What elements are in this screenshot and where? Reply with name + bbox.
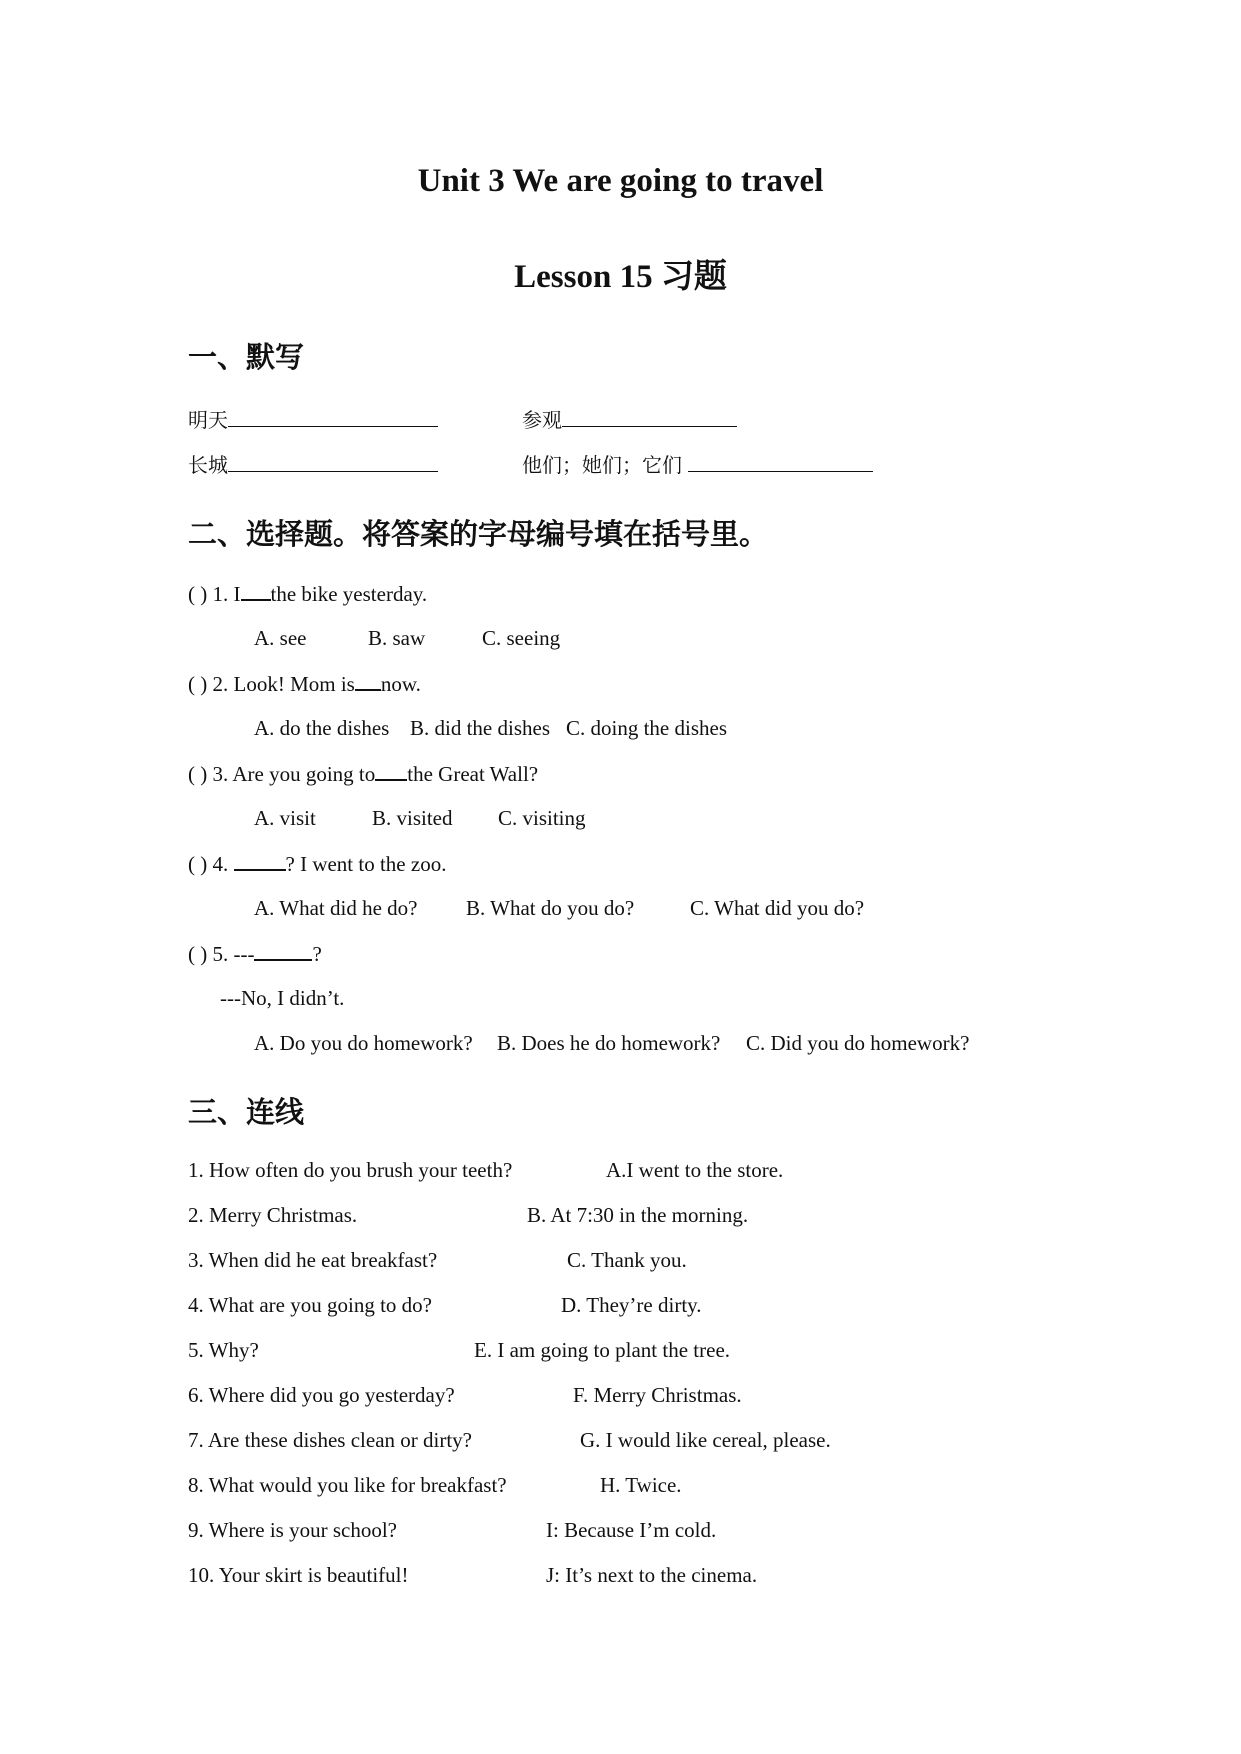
dictation-blank[interactable] [228, 453, 438, 472]
match-question[interactable]: 6. Where did you go yesterday? [188, 1383, 455, 1407]
question-row: ( ) 1. I the bike yesterday. [188, 582, 428, 606]
option: A. visit [254, 806, 316, 830]
option: C. doing the dishes [566, 716, 727, 740]
page-title: Unit 3 We are going to travel [417, 163, 824, 199]
match-answer[interactable]: E. I am going to plant the tree. [474, 1338, 731, 1362]
dictation-label: 他们；她们；它们 [522, 453, 682, 477]
question-row: ( ) 5. --- ? [188, 942, 322, 966]
match-answer[interactable]: H. Twice. [600, 1473, 682, 1497]
option: A. see [254, 626, 307, 650]
question-blank [234, 853, 286, 871]
answer-paren[interactable]: ( ) [188, 852, 208, 876]
match-question[interactable]: 5. Why? [188, 1338, 259, 1362]
answer-paren[interactable]: ( ) [188, 672, 208, 696]
match-answer[interactable]: C. Thank you. [567, 1248, 687, 1272]
answer-paren[interactable]: ( ) [188, 942, 208, 966]
section-heading-dictation: 一、默写 [188, 340, 305, 374]
question-row: ( ) 3. Are you going to the Great Wall? [188, 762, 539, 786]
question-row: ( ) 2. Look! Mom is now. [188, 672, 421, 696]
match-answer[interactable]: F. Merry Christmas. [573, 1383, 742, 1407]
match-answer[interactable]: J: It’s next to the cinema. [546, 1563, 758, 1587]
match-question[interactable]: 4. What are you going to do? [188, 1293, 432, 1317]
answer-paren[interactable]: ( ) [188, 582, 208, 606]
dictation-item [522, 408, 737, 430]
answer-paren[interactable]: ( ) [188, 762, 208, 786]
page-subtitle: Lesson 15 习题 [514, 259, 727, 295]
option: C. Did you do homework? [746, 1031, 970, 1055]
option: C. seeing [482, 626, 561, 650]
option: C. visiting [498, 806, 586, 830]
option: C. What did you do? [690, 896, 865, 920]
dictation-item [188, 453, 438, 475]
match-answer[interactable]: D. They’re dirty. [561, 1293, 702, 1317]
match-answer[interactable]: A.I went to the store. [606, 1158, 784, 1182]
match-answer[interactable]: B. At 7:30 in the morning. [527, 1203, 749, 1227]
match-question[interactable]: 3. When did he eat breakfast? [188, 1248, 438, 1272]
option: B. saw [368, 626, 426, 650]
dictation-blank[interactable] [562, 408, 737, 427]
question-blank [375, 763, 407, 781]
question-row: ( ) 4. ? I went to the zoo. [188, 852, 447, 876]
dictation-blank[interactable] [688, 453, 873, 472]
dictation-label: 参观 [522, 408, 562, 432]
section-heading-choice: 二、选择题。将答案的字母编号填在括号里。 [188, 517, 769, 551]
match-question[interactable]: 8. What would you like for breakfast? [188, 1473, 507, 1497]
dictation-label: 明天 [188, 408, 228, 432]
option: B. Does he do homework? [497, 1031, 721, 1055]
question-blank [355, 673, 381, 691]
option: A. Do you do homework? [254, 1031, 473, 1055]
match-question[interactable]: 2. Merry Christmas. [188, 1203, 358, 1227]
option: A. What did he do? [254, 896, 418, 920]
match-question[interactable]: 9. Where is your school? [188, 1518, 397, 1542]
dictation-item [188, 408, 438, 430]
option: A. do the dishes [254, 716, 390, 740]
question-blank [241, 583, 271, 601]
dictation-blank[interactable] [228, 408, 438, 427]
dictation-label: 长城 [188, 453, 228, 477]
dictation-item [522, 453, 873, 475]
section-heading-matching: 三、连线 [188, 1095, 305, 1129]
option: B. visited [372, 806, 453, 830]
option: B. did the dishes [410, 716, 550, 740]
match-answer[interactable]: I: Because I’m cold. [546, 1518, 717, 1542]
question-blank [254, 943, 312, 961]
match-question[interactable]: 7. Are these dishes clean or dirty? [188, 1428, 472, 1452]
match-answer[interactable]: G. I would like cereal, please. [580, 1428, 831, 1452]
option: B. What do you do? [466, 896, 635, 920]
match-question[interactable]: 10. Your skirt is beautiful! [188, 1563, 409, 1587]
answer-line: ---No, I didn’t. [220, 986, 345, 1010]
match-question[interactable]: 1. How often do you brush your teeth? [188, 1158, 513, 1182]
